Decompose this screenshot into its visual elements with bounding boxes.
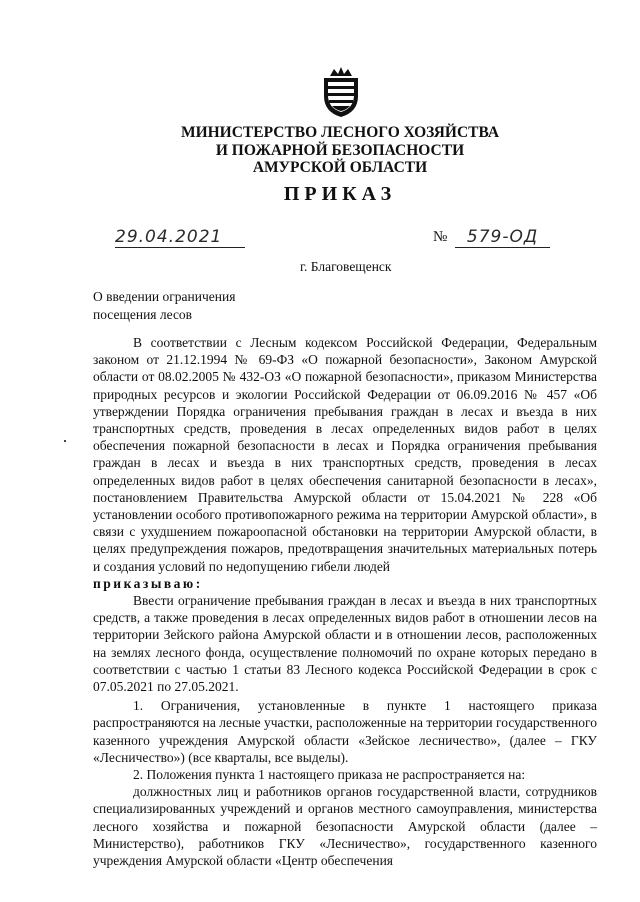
city-name: г. Благовещенск xyxy=(300,259,392,274)
ministry-name xyxy=(150,124,530,177)
coat-of-arms-icon xyxy=(318,66,364,118)
order-number-label: № xyxy=(433,229,448,245)
ministry-name-line-1: МИНИСТЕРСТВО ЛЕСНОГО ХОЗЯЙСТВА xyxy=(180,124,500,141)
order-body xyxy=(93,334,597,869)
scan-speck xyxy=(64,440,66,442)
ministry-name-line-3: АМУРСКОЙ ОБЛАСТИ xyxy=(252,159,428,176)
preamble-paragraph: В соответствии с Лесным кодексом Российской Федерации, Федеральным законом от 21.12.1994 № 69-ФЗ «О пожарной безопасности», Законом Амурской области от 08.02.2005 № 432-ОЗ «О пожарной безопасности», приказом Министерства природных ресурсов и экологии Российской Федерации от 06.09.2016 № 457 «Об утверждении Порядка ограничения пребывания граждан в лесах и въезда в них транспортных средств, проведения в лесах определенных видов работ в целях обеспечения пожарной безопасности в лесах и Порядка ограничения пребывания граждан в лесах и въезда в них транспортных средств, проведения в лесах определенных видов работ в целях обеспечения санитарной безопасности в лесах», постановлением Правительства Амурской области от 15.04.2021 № 228 «Об установлении особого противопожарного режима на территории Амурской области», в связи с ухудшением пожароопасной обстановки на территории Амурской области, в целях предупреждения пожаров, предотвращения значительных материальных потерь и создания условий по недопущению гибели людей xyxy=(93,335,597,574)
document-type: ПРИКАЗ xyxy=(283,183,397,205)
order-word: приказываю: xyxy=(93,575,203,591)
paragraph-item-2-exceptions: должностных лиц и работников органов государственной власти, сотрудников специализированных учреждений и органов местного самоуправления, министерства лесного хозяйства и пожарной безопасности Амурской области (далее – Министерство), работников ГКУ «Лесничество», государственного казенного учреждения Амурской области «Центр обеспечения xyxy=(93,784,597,869)
ministry-name-line-2: И ПОЖАРНОЙ БЕЗОПАСНОСТИ xyxy=(215,141,465,159)
order-subject xyxy=(93,288,343,323)
subject-line-1: О введении ограничения xyxy=(93,289,236,304)
paragraph-restriction: Ввести ограничение пребывания граждан в лесах и въезда в них транспортных средств, а также проведения в лесах определенных видов работ в отношении лесов на территории Зейского района Амурской области и в отношении лесов, расположенных на землях лесного фонда, осуществление полномочий по охране которых передано в соответствии с частью 1 статьи 83 Лесного кодекса Российской Федерации в срок с 07.05.2021 по 27.05.2021. xyxy=(93,593,597,695)
order-date: 29.04.2021 xyxy=(115,227,245,248)
paragraph-item-1: 1. Ограничения, установленные в пункте 1 настоящего приказа распространяются на лесные участки, расположенные на территории государственного казенного учреждения Амурской области «Зейское лесничество», (далее – ГКУ «Лесничество») (все кварталы, все выделы). xyxy=(93,698,597,765)
subject-line-2: посещения лесов xyxy=(93,306,193,322)
paragraph-item-2: 2. Положения пункта 1 настоящего приказа не распространяется на: xyxy=(133,767,526,783)
order-number: 579-ОД xyxy=(455,227,550,248)
